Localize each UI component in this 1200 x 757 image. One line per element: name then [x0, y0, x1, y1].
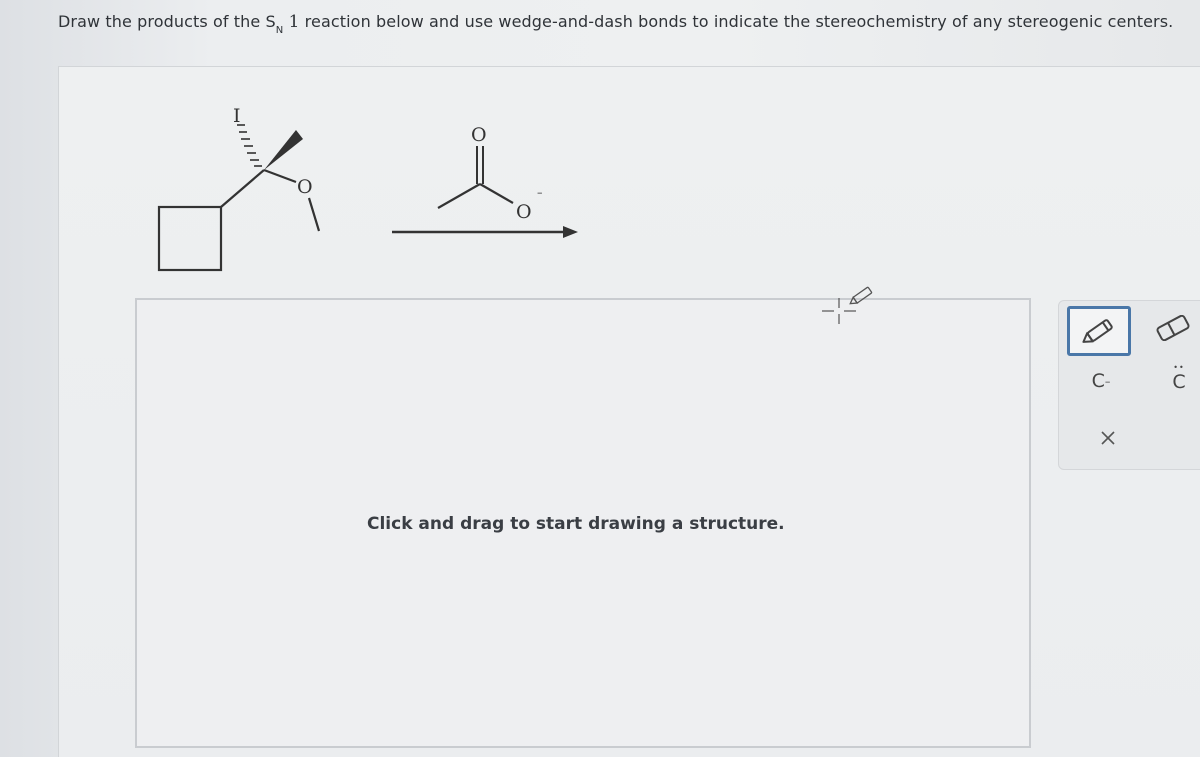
- acetate-oxygen-bond: [480, 184, 513, 203]
- carbene-label: C: [1172, 371, 1186, 393]
- subscript-n: N: [275, 25, 284, 36]
- cyclobutane-ring: [159, 207, 221, 270]
- hashed-bond-iodine: [237, 125, 262, 166]
- eraser-tool-button[interactable]: [1143, 306, 1200, 350]
- eraser-icon: [1153, 315, 1193, 341]
- crosshair-pencil-icon: [818, 284, 880, 330]
- carbanion-tool-button[interactable]: [1083, 365, 1119, 397]
- pencil-tool-button[interactable]: [1067, 306, 1131, 356]
- carbonyl-oxygen-label: O: [471, 124, 487, 146]
- question-text: Draw the products of the $S_N$ 1 reaction below and use wedge-and-dash bonds to indicate the stereochemistry of any stereogenic centers.: [58, 12, 1174, 36]
- carbene-dots: ••: [1173, 363, 1185, 372]
- drawing-toolbar: [1058, 300, 1200, 470]
- close-icon: [1099, 429, 1117, 447]
- wedge-bond-methyl: [264, 130, 303, 170]
- carbon-oxygen-bond: [264, 170, 296, 182]
- acetate-methyl-bond: [438, 184, 480, 208]
- reaction-scheme: [0, 0, 1200, 300]
- anion-oxygen-label: O: [516, 201, 532, 223]
- methyl-bond: [309, 198, 319, 231]
- pencil-icon: [1079, 318, 1119, 344]
- negative-charge: –: [537, 186, 543, 199]
- carbanion-label: C: [1091, 370, 1105, 392]
- reaction-arrow-head: [563, 226, 578, 238]
- ring-bond: [221, 170, 264, 207]
- canvas-hint: Click and drag to start drawing a structure.: [367, 514, 785, 534]
- ether-oxygen-label: O: [297, 176, 313, 198]
- clear-button[interactable]: [1095, 425, 1121, 451]
- carbanion-charge: –: [1104, 374, 1111, 388]
- iodine-atom-label: I: [233, 105, 241, 127]
- carbene-tool-button[interactable]: [1161, 363, 1197, 395]
